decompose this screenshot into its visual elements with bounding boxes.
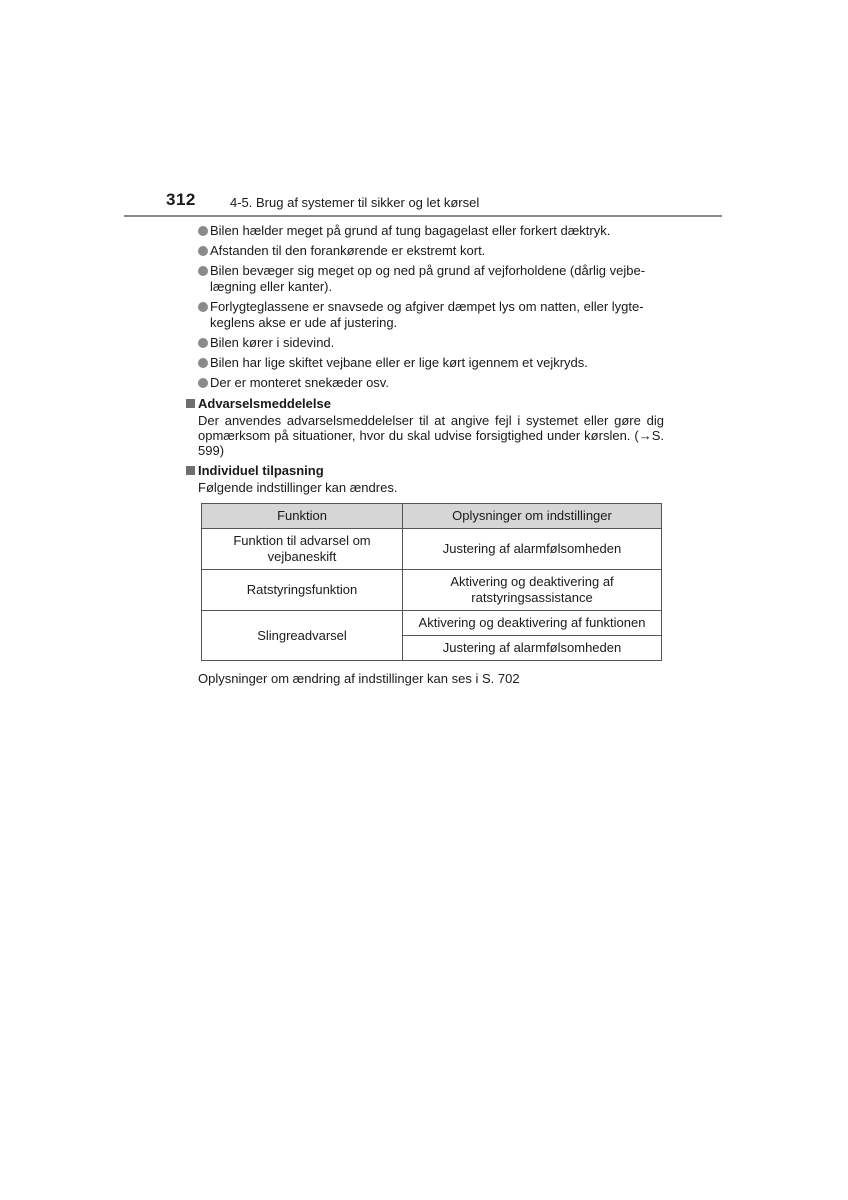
settings-cell: Justering af alarmfølsomheden bbox=[403, 636, 662, 661]
list-item: Forlygteglassene er snavsede og afgiver dæmpet lys om natten, eller lygte-keglens akse er ude af justering. bbox=[198, 299, 664, 331]
settings-cell: Justering af alarmfølsomheden bbox=[403, 529, 662, 570]
list-item: Bilen hælder meget på grund af tung bagagelast eller forkert dæktryk. bbox=[198, 223, 664, 239]
warning-heading: Advarselsmeddelelse bbox=[198, 396, 664, 412]
list-item: Bilen bevæger sig meget op og ned på grund af vejforholdene (dårlig vejbe-lægning eller kanter). bbox=[198, 263, 664, 295]
column-header-function: Funktion bbox=[202, 504, 403, 529]
section-title: 4-5. Brug af systemer til sikker og let kørsel bbox=[230, 195, 480, 210]
list-item: Der er monteret snekæder osv. bbox=[198, 375, 664, 391]
bullet-icon bbox=[198, 378, 208, 388]
warning-text: Der anvendes advarselsmeddelelser til at angive fejl i systemet eller gøre dig opmærksom på situationer, hvor du skal udvise forsigtighed under kørslen. (→S. 599) bbox=[198, 413, 664, 458]
footnote: Oplysninger om ændring af indstillinger kan ses i S. 702 bbox=[198, 671, 520, 686]
list-item: Bilen har lige skiftet vejbane eller er lige kørt igennem et vejkryds. bbox=[198, 355, 664, 371]
list-item: Bilen kører i sidevind. bbox=[198, 335, 664, 351]
settings-table bbox=[201, 503, 662, 661]
page-content bbox=[198, 223, 664, 689]
column-header-settings: Oplysninger om indstillinger bbox=[403, 504, 662, 529]
condition-list bbox=[198, 223, 664, 391]
function-cell: Funktion til advarsel om vejbaneskift bbox=[202, 529, 403, 570]
square-bullet-icon bbox=[186, 466, 195, 475]
table-row bbox=[202, 611, 662, 636]
table-row bbox=[202, 570, 662, 611]
settings-cell: Aktivering og deaktivering af ratstyringsassistance bbox=[403, 570, 662, 611]
settings-cell: Aktivering og deaktivering af funktionen bbox=[403, 611, 662, 636]
header-rule bbox=[124, 215, 722, 217]
customization-intro: Følgende indstillinger kan ændres. bbox=[198, 480, 398, 495]
function-cell: Ratstyringsfunktion bbox=[202, 570, 403, 611]
table-row bbox=[202, 529, 662, 570]
function-cell: Slingreadvarsel bbox=[202, 611, 403, 661]
table-header-row bbox=[202, 504, 662, 529]
list-item: Afstanden til den forankørende er ekstremt kort. bbox=[198, 243, 664, 259]
bullet-icon bbox=[198, 338, 208, 348]
bullet-icon bbox=[198, 302, 208, 312]
bullet-icon bbox=[198, 358, 208, 368]
customization-heading: Individuel tilpasning bbox=[198, 463, 664, 479]
square-bullet-icon bbox=[186, 399, 195, 408]
page-number: 312 bbox=[166, 190, 196, 209]
bullet-icon bbox=[198, 266, 208, 276]
bullet-icon bbox=[198, 246, 208, 256]
bullet-icon bbox=[198, 226, 208, 236]
